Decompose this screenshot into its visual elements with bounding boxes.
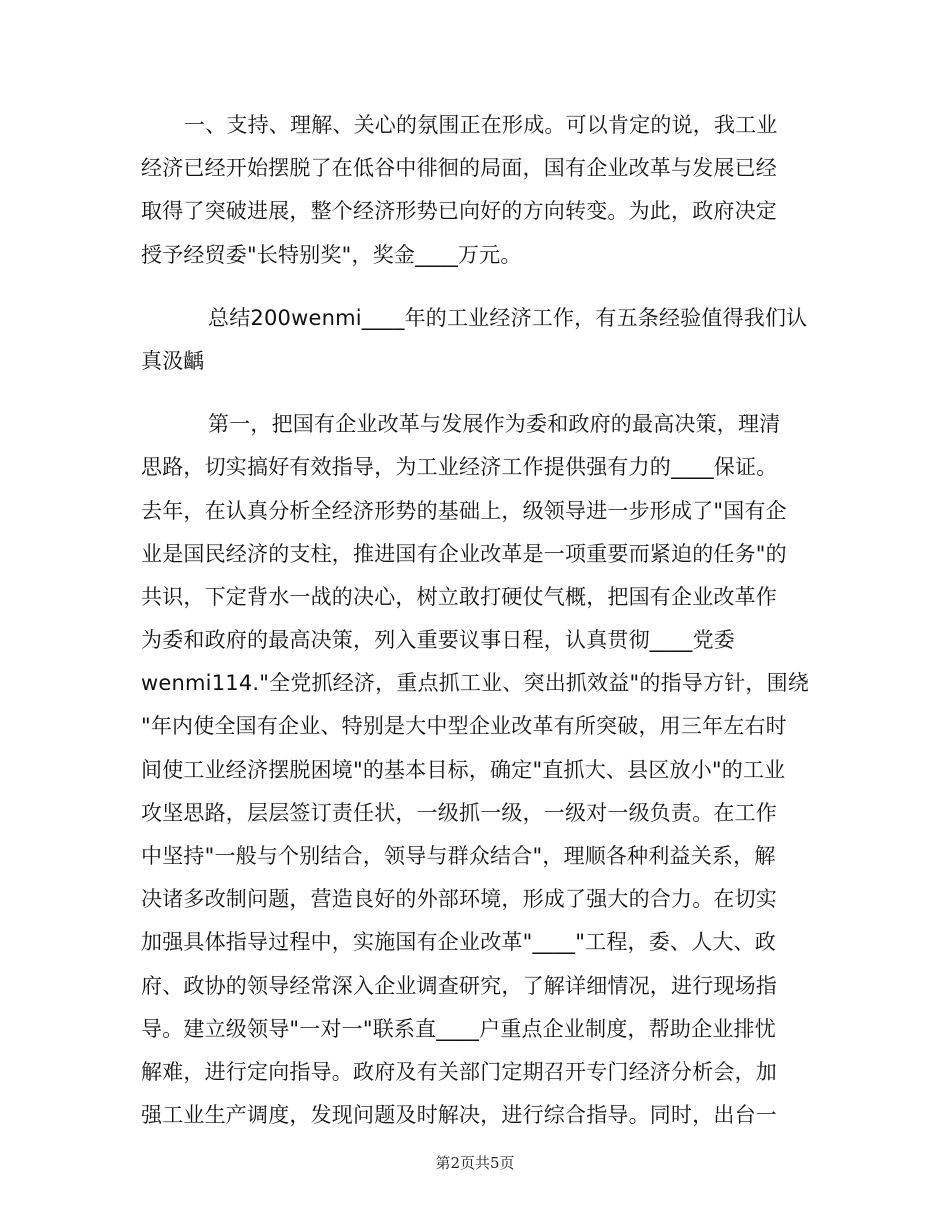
text-line: 间使工业经济摆脱困境"的基本目标，确定"直抓大、县区放小"的工业 <box>141 757 786 782</box>
text-line: 中坚持"一般与个别结合，领导与群众结合"，理顺各种利益关系，解 <box>141 844 776 868</box>
text-line: 授予经贸委"长特别奖"，奖金____万元。 <box>141 242 522 267</box>
text-line: 真汲齲 <box>141 348 205 373</box>
text-line: 思路，切实搞好有效指导，为工业经济工作提供强有力的____保证。 <box>141 455 778 480</box>
document-body <box>141 104 809 1137</box>
text-line: 第一，把国有企业改革与发展作为委和政府的最高决策，理清 <box>208 412 781 437</box>
paragraph-two <box>141 297 808 383</box>
page-number: 第2页共5页 <box>435 1154 515 1172</box>
text-line: 加强具体指导过程中，实施国有企业改革"____"工程，委、人大、政 <box>141 930 776 955</box>
text-line: 强工业生产调度，发现问题及时解决，进行综合指导。同时，出台一 <box>141 1103 777 1128</box>
text-line: 府、政协的领导经常深入企业调查研究，了解详细情况，进行现场指 <box>141 973 777 998</box>
text-line: 经济已经开始摆脱了在低谷中徘徊的局面，国有企业改革与发展已经 <box>141 156 777 181</box>
text-line: 为委和政府的最高决策，列入重要议事日程，认真贯彻____党委 <box>141 628 735 653</box>
paragraph-gap <box>141 383 803 403</box>
paragraph-three <box>141 403 809 1137</box>
text-line: 一、支持、理解、关心的氛围正在形成。可以肯定的说，我工业 <box>184 113 778 137</box>
text-line: 攻坚思路，层层签订责任状，一级抓一级，一级对一级负责。在工作 <box>141 800 777 825</box>
text-line: wenmi114."全党抓经济，重点抓工业、突出抓效益"的指导方针，围绕 <box>141 671 809 696</box>
text-line: 去年，在认真分析全经济形势的基础上，级领导进一步形成了"国有企 <box>141 498 787 523</box>
text-line: 总结200wenmi____年的工业经济工作，有五条经验值得我们认 <box>208 305 808 330</box>
text-line: 共识，下定背水一战的决心，树立敢打硬仗气概，把国有企业改革作 <box>141 584 777 609</box>
text-line: 业是国民经济的支柱，推进国有企业改革是一项重要而紧迫的任务"的 <box>141 541 787 566</box>
text-line: 导。建立级领导"一对一"联系直____户重点企业制度，帮助企业排忧 <box>141 1016 776 1041</box>
text-line: 决诸多改制问题，营造良好的外部环境，形成了强大的合力。在切实 <box>141 887 777 912</box>
text-line: "年内使全国有企业、特别是大中型企业改革有所突破，用三年左右时 <box>141 714 787 739</box>
text-line: 解难，进行定向指导。政府及有关部门定期召开专门经济分析会，加 <box>141 1059 777 1084</box>
paragraph-one <box>141 104 803 277</box>
paragraph-gap <box>141 277 803 297</box>
text-line: 取得了突破进展，整个经济形势已向好的方向转变。为此，政府决定 <box>141 199 777 224</box>
